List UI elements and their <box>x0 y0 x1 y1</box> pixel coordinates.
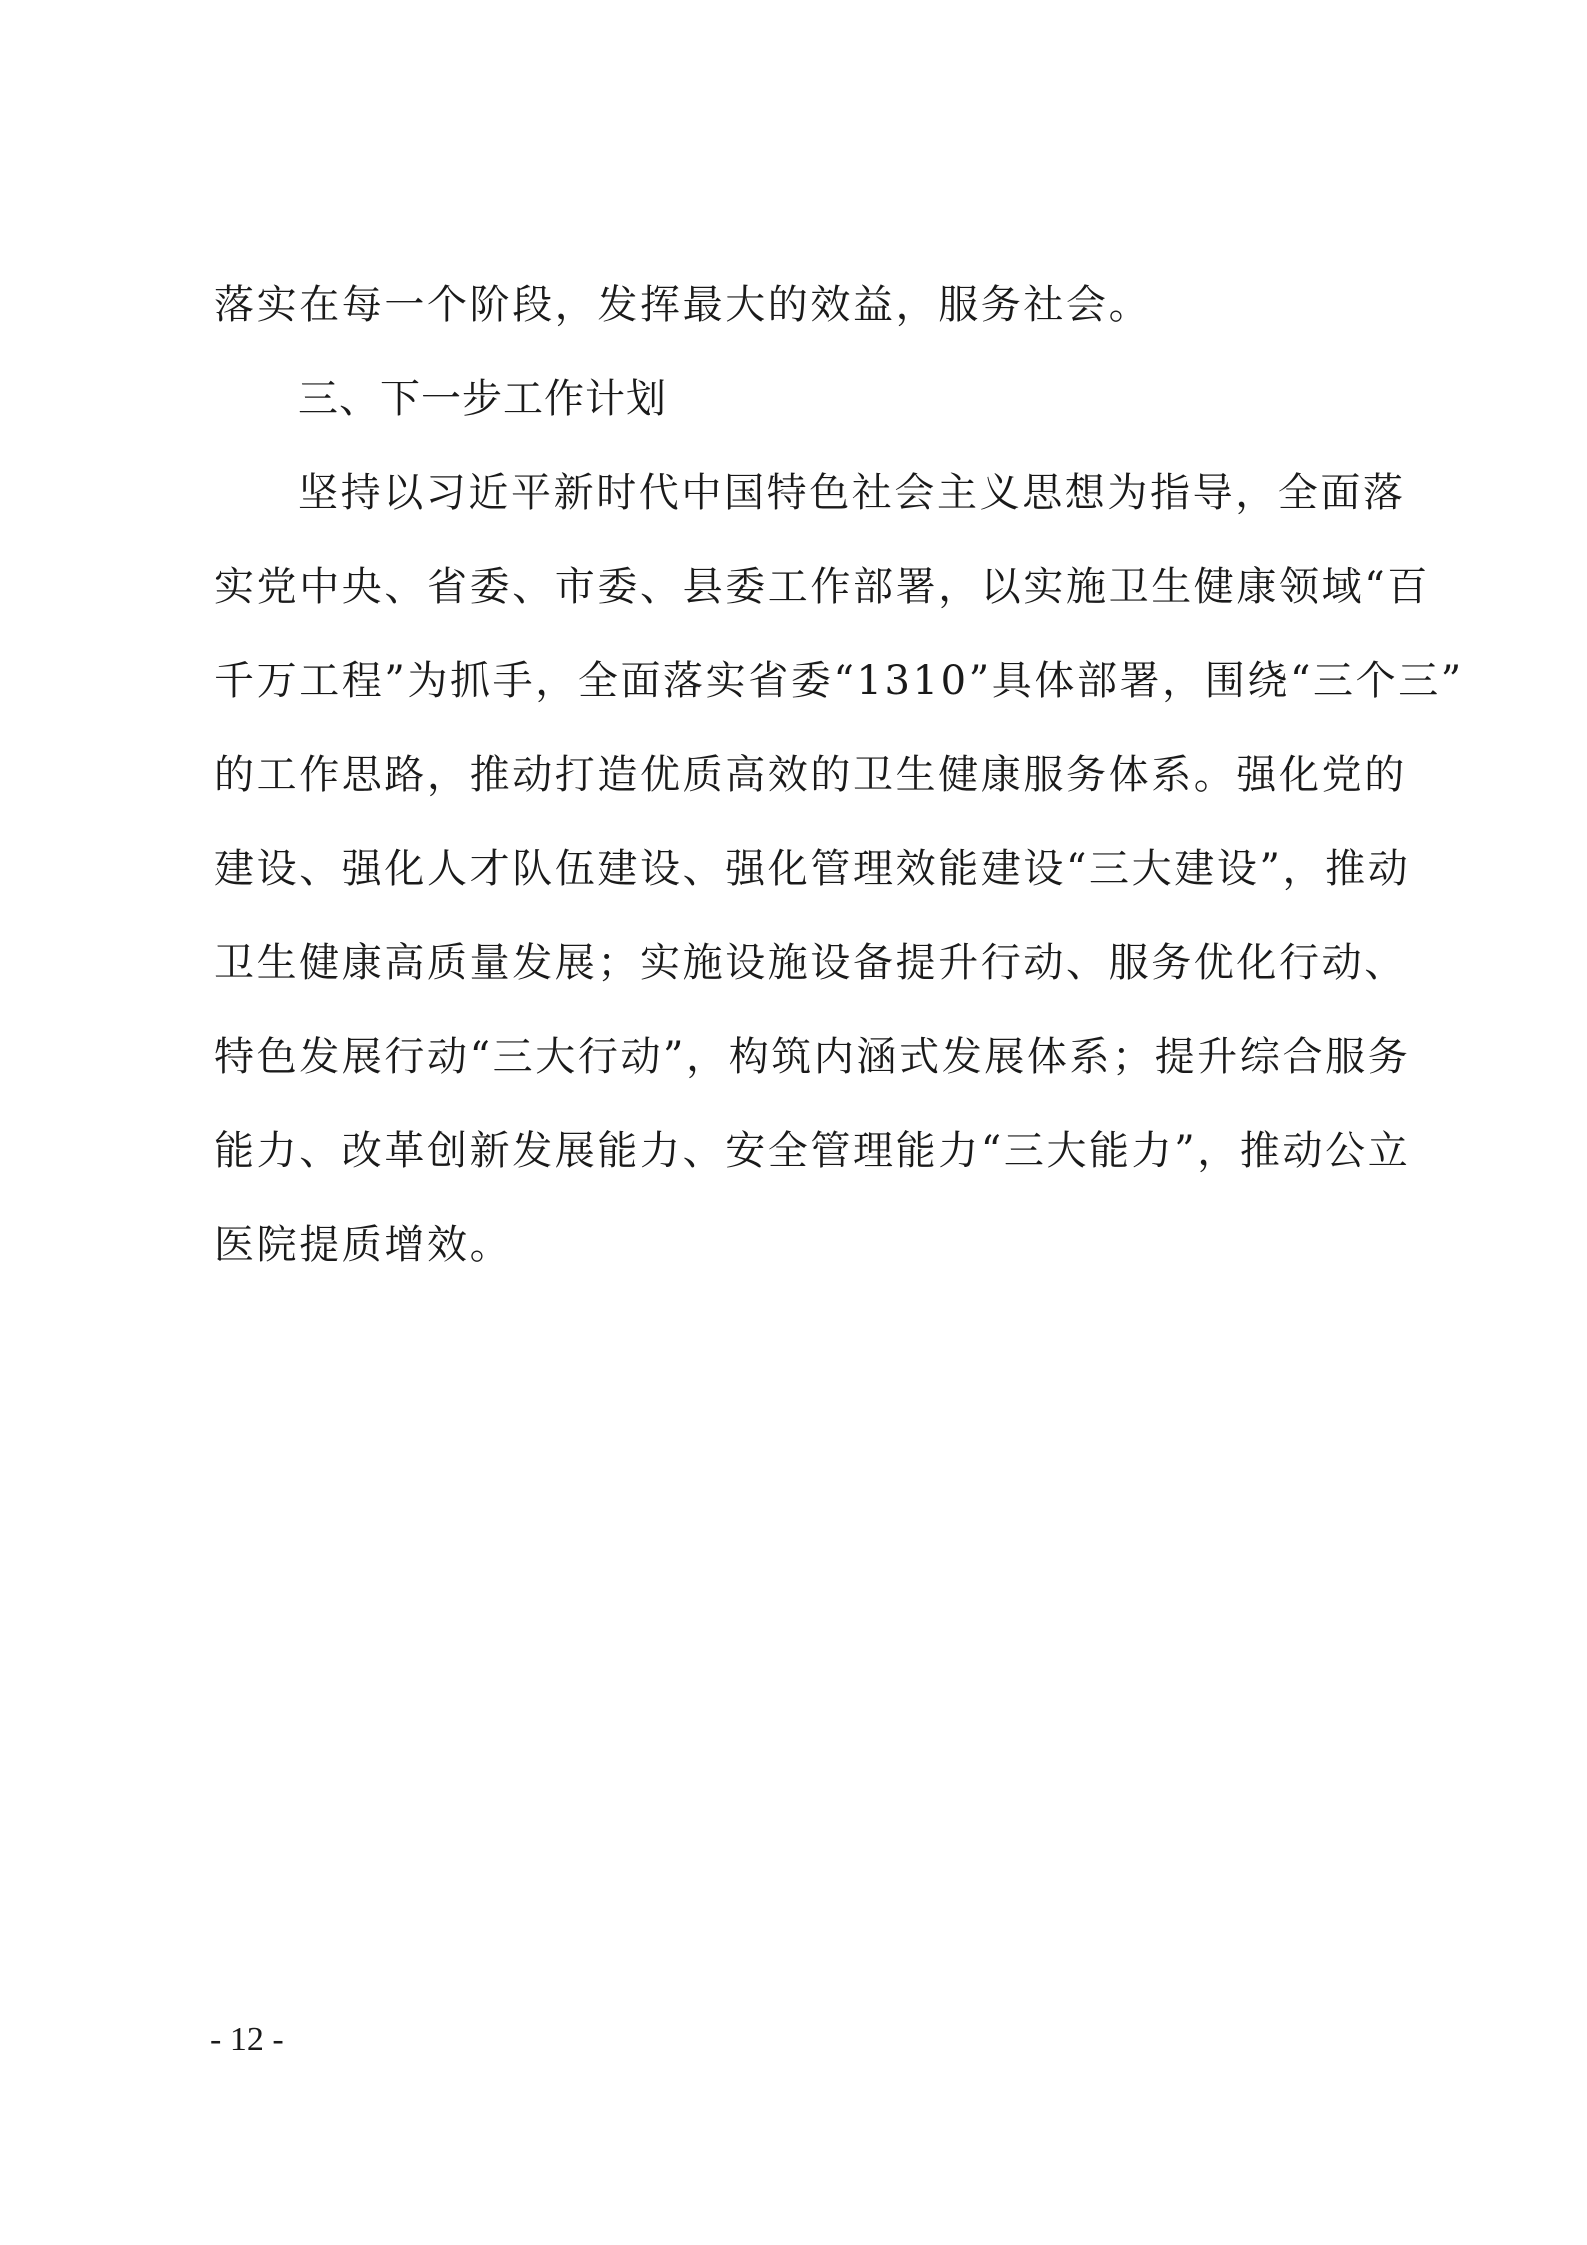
paragraph-line: 坚持以习近平新时代中国特色社会主义思想为指导，全面落 <box>298 470 1406 516</box>
paragraph-line: 落实在每一个阶段，发挥最大的效益，服务社会。 <box>214 282 1152 328</box>
paragraph-line: 特色发展行动“三大行动”，构筑内涵式发展体系；提升综合服务 <box>214 1034 1411 1080</box>
paragraph-line: 能力、改革创新发展能力、安全管理能力“三大能力”，推动公立 <box>214 1128 1411 1174</box>
section-heading: 三、下一步工作计划 <box>298 376 667 422</box>
body-text <box>214 258 1464 1292</box>
paragraph-line: 卫生健康高质量发展；实施设施设备提升行动、服务优化行动、 <box>214 940 1407 986</box>
paragraph-line: 医院提质增效。 <box>214 1222 513 1268</box>
paragraph-line: 实党中央、省委、市委、县委工作部署，以实施卫生健康领域“百 <box>214 564 1430 610</box>
paragraph-line: 的工作思路，推动打造优质高效的卫生健康服务体系。强化党的 <box>214 752 1407 798</box>
paragraph-line: 千万工程”为抓手，全面落实省委“1310”具体部署，围绕“三个三” <box>214 658 1464 704</box>
paragraph-line: 建设、强化人才队伍建设、强化管理效能建设“三大建设”，推动 <box>214 846 1411 892</box>
page-number: - 12 - <box>210 2021 284 2058</box>
